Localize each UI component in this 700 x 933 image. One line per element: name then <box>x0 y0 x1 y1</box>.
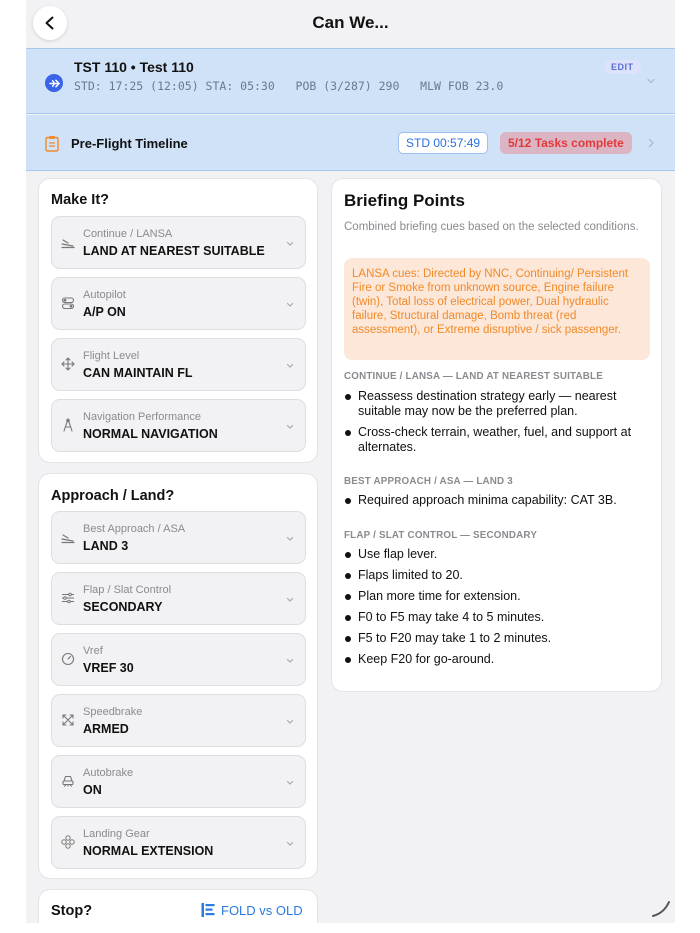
bottom-edge <box>0 923 700 933</box>
navigation-performance-select[interactable] <box>51 399 306 452</box>
field-value: NORMAL NAVIGATION <box>83 427 218 441</box>
field-label: Continue / LANSA <box>83 228 173 240</box>
landing-gear-select[interactable] <box>51 816 306 869</box>
gear-wheels-icon <box>61 835 75 849</box>
clipboard-icon <box>45 135 59 152</box>
section-heading: BEST APPROACH / ASA — LAND 3 <box>344 476 513 487</box>
list-item: Plan more time for extension. <box>344 589 652 604</box>
flight-level-select[interactable] <box>51 338 306 391</box>
chevron-down-icon <box>286 423 294 431</box>
list-item: Reassess destination strategy early — nearest suitable may now be the preferred plan. <box>344 389 652 419</box>
preflight-timeline-bar[interactable] <box>26 115 675 171</box>
plane-icon <box>45 74 63 92</box>
field-label: Flap / Slat Control <box>83 584 172 596</box>
flight-banner[interactable] <box>26 48 675 114</box>
toggle-icon <box>61 296 75 310</box>
lansa-cues-box: LANSA cues: Directed by NNC, Continuing/ Persistent Fire or Smoke from unknown source, Engine failure (twin), Total loss of electrical power, Dual hydraulic failure, Structural damage, Bomb threat (red assessment), or Extreme disruptive / sick passenger. <box>344 258 650 360</box>
field-label: Navigation Performance <box>83 411 202 423</box>
list-item: F0 to F5 may take 4 to 5 minutes. <box>344 610 652 625</box>
briefing-points-card <box>331 178 662 692</box>
list-item: Keep F20 for go-around. <box>344 652 652 667</box>
chevron-down-icon <box>286 657 294 665</box>
approach-land-title: Approach / Land? <box>51 488 175 504</box>
field-label: Autobrake <box>83 767 134 779</box>
chevron-down-icon <box>286 840 294 848</box>
field-label: Vref <box>83 645 103 657</box>
field-value: CAN MAINTAIN FL <box>83 366 193 380</box>
plane-landing-icon <box>61 235 75 249</box>
fold-vs-old-label: FOLD vs OLD <box>221 902 303 918</box>
field-value: ARMED <box>83 722 129 736</box>
app-window <box>26 0 675 923</box>
chevron-down-icon <box>646 76 656 86</box>
field-label: Speedbrake <box>83 706 143 718</box>
field-label: Landing Gear <box>83 828 150 840</box>
field-label: Best Approach / ASA <box>83 523 186 535</box>
compass-icon <box>61 418 75 432</box>
nav-bar <box>26 0 675 48</box>
list-item: Use flap lever. <box>344 547 652 562</box>
chevron-down-icon <box>286 535 294 543</box>
make-it-title: Make It? <box>51 192 110 208</box>
autopilot-select[interactable] <box>51 277 306 330</box>
list-item: Flaps limited to 20. <box>344 568 652 583</box>
timeline-label: Pre-Flight Timeline <box>71 136 188 151</box>
chevron-down-icon <box>286 596 294 604</box>
continue-lansa-select[interactable] <box>51 216 306 269</box>
stop-title: Stop? <box>51 903 93 919</box>
chevron-down-icon <box>286 362 294 370</box>
field-value: ON <box>83 783 102 797</box>
field-value: NORMAL EXTENSION <box>83 844 214 858</box>
field-value: VREF 30 <box>83 661 134 675</box>
make-it-card <box>38 178 318 463</box>
speedbrake-select[interactable] <box>51 694 306 747</box>
flight-details: STD: 17:25 (12:05) STA: 05:30 POB (3/287) 290 MLW FOB 23.0 <box>74 79 504 93</box>
briefing-description: Combined briefing cues based on the selected conditions. <box>344 221 639 233</box>
chevron-down-icon <box>286 301 294 309</box>
approach-land-card <box>38 473 318 879</box>
bullet-list <box>344 389 652 461</box>
tasks-complete-badge: 5/12 Tasks complete <box>500 132 632 154</box>
field-value: LAND 3 <box>83 539 129 553</box>
plane-landing-icon <box>61 530 75 544</box>
field-value: LAND AT NEAREST SUITABLE <box>83 244 265 258</box>
section-heading: FLAP / SLAT CONTROL — SECONDARY <box>344 530 538 541</box>
page-title: Can We... <box>312 13 389 32</box>
chevron-right-icon <box>647 138 655 148</box>
stop-card <box>38 889 318 923</box>
field-value: SECONDARY <box>83 600 163 614</box>
std-countdown-badge: STD 00:57:49 <box>398 132 488 154</box>
flight-title: TST 110 • Test 110 <box>74 59 194 75</box>
section-heading: CONTINUE / LANSA — LAND AT NEAREST SUITABLE <box>344 371 603 382</box>
chevron-down-icon <box>286 240 294 248</box>
bullet-list <box>344 493 652 514</box>
move-arrows-icon <box>61 357 75 371</box>
list-icon <box>201 902 215 918</box>
loading-spinner-icon <box>650 897 672 919</box>
field-label: Flight Level <box>83 350 140 362</box>
sliders-icon <box>61 591 75 605</box>
fold-vs-old-link[interactable] <box>201 902 303 918</box>
list-item: F5 to F20 may take 1 to 2 minutes. <box>344 631 652 646</box>
edit-button[interactable]: EDIT <box>604 60 641 74</box>
expand-arrows-icon <box>61 713 75 727</box>
chevron-down-icon <box>286 718 294 726</box>
list-item: Required approach minima capability: CAT 3B. <box>344 493 652 508</box>
gauge-icon <box>61 652 75 666</box>
autobrake-select[interactable] <box>51 755 306 808</box>
briefing-title: Briefing Points <box>344 191 465 210</box>
field-value: A/P ON <box>83 305 126 319</box>
chevron-down-icon <box>286 779 294 787</box>
flap-slat-control-select[interactable] <box>51 572 306 625</box>
list-item: Cross-check terrain, weather, fuel, and support at alternates. <box>344 425 652 455</box>
vref-select[interactable] <box>51 633 306 686</box>
best-approach-select[interactable] <box>51 511 306 564</box>
field-label: Autopilot <box>83 289 126 301</box>
car-brake-icon <box>61 774 75 788</box>
bullet-list <box>344 547 652 673</box>
